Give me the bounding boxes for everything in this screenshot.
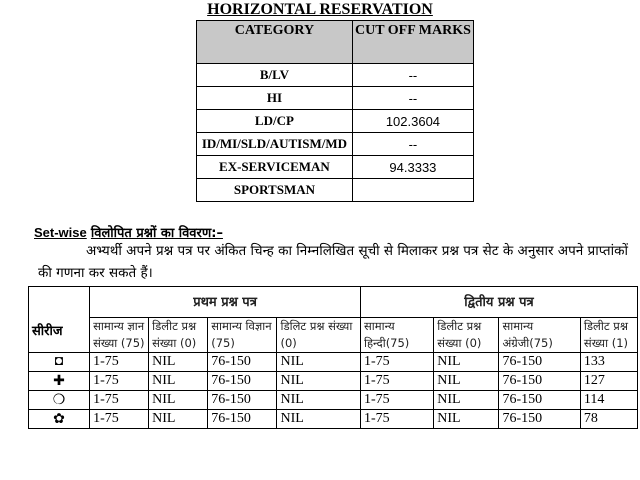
table-cell: NIL <box>149 391 208 410</box>
series-row <box>29 372 638 391</box>
reservation-row <box>197 133 474 156</box>
category-cell: HI <box>197 87 353 110</box>
subheader-cell: डिलीट प्रश्न संख्या (0) <box>149 318 208 353</box>
table-cell: 1-75 <box>360 410 433 429</box>
table-cell: 1-75 <box>90 410 149 429</box>
marks-cell: 102.3604 <box>352 110 473 133</box>
table-cell: 76-150 <box>499 410 580 429</box>
table-cell: NIL <box>434 353 499 372</box>
reservation-header-row <box>197 21 474 64</box>
subheader-cell: डिलीट प्रश्न संख्या (1) <box>580 318 637 353</box>
table-cell: NIL <box>277 410 361 429</box>
series-row <box>29 353 638 372</box>
category-cell: ID/MI/SLD/AUTISM/MD <box>197 133 353 156</box>
circle-symbol-icon: ❍ <box>29 391 90 410</box>
table-cell: NIL <box>434 372 499 391</box>
reservation-title: HORIZONTAL RESERVATION <box>207 1 433 18</box>
table-cell: 1-75 <box>360 353 433 372</box>
category-cell: EX-SERVICEMAN <box>197 156 353 179</box>
subheader-cell: सामान्य हिन्दी(75) <box>360 318 433 353</box>
table-cell: 1-75 <box>360 372 433 391</box>
series-row <box>29 391 638 410</box>
subheader-cell: सामान्य अंग्रेजी(75) <box>499 318 580 353</box>
subheader-cell: डिलिट प्रश्न संख्या (0) <box>277 318 361 353</box>
category-cell: SPORTSMAN <box>197 179 353 202</box>
setwise-heading <box>34 223 223 241</box>
table-cell: NIL <box>149 410 208 429</box>
table-cell: NIL <box>149 353 208 372</box>
table-cell: NIL <box>149 372 208 391</box>
table-cell: 78 <box>580 410 637 429</box>
marks-cell: -- <box>352 87 473 110</box>
subheader-row <box>29 318 638 353</box>
table-cell: 76-150 <box>499 372 580 391</box>
plus-symbol-icon: ✚ <box>29 372 90 391</box>
table-cell: 76-150 <box>208 353 277 372</box>
table-cell: NIL <box>434 410 499 429</box>
reservation-row <box>197 110 474 133</box>
instruction-paragraph: अभ्यर्थी अपने प्रश्न पत्र पर अंकित चिन्ह का निम्नलिखित सूची से मिलाकर प्रश्न पत्र सेट के अनुसार अपने प्राप्तांकों की गणना कर सकते हैं। <box>38 243 628 281</box>
table-cell: 1-75 <box>360 391 433 410</box>
marks-cell: -- <box>352 133 473 156</box>
reservation-row <box>197 156 474 179</box>
series-table <box>28 286 638 429</box>
subheader-cell: सामान्य ज्ञान संख्या (75) <box>90 318 149 353</box>
reservation-table <box>196 20 474 202</box>
table-cell: NIL <box>277 353 361 372</box>
marks-cell <box>352 179 473 202</box>
table-cell: 114 <box>580 391 637 410</box>
cutoff-header: CUT OFF MARKS <box>352 21 473 64</box>
table-cell: 76-150 <box>208 410 277 429</box>
marks-cell: 94.3333 <box>352 156 473 179</box>
table-cell: 76-150 <box>208 372 277 391</box>
series-header: सीरीज <box>29 287 90 353</box>
paper1-header: प्रथम प्रश्न पत्र <box>90 287 361 318</box>
table-cell: NIL <box>277 372 361 391</box>
series-row <box>29 410 638 429</box>
subheader-cell: सामान्य विज्ञान (75) <box>208 318 277 353</box>
category-header: CATEGORY <box>197 21 353 64</box>
setwise-label-en: Set-wise <box>34 225 87 240</box>
category-cell: LD/CP <box>197 110 353 133</box>
table-cell: 76-150 <box>499 353 580 372</box>
table-cell: 76-150 <box>208 391 277 410</box>
category-cell: B/LV <box>197 64 353 87</box>
paper2-header: द्वितीय प्रश्न पत्र <box>360 287 637 318</box>
paper-header-row <box>29 287 638 318</box>
table-cell: 1-75 <box>90 391 149 410</box>
reservation-row <box>197 87 474 110</box>
table-cell: NIL <box>277 391 361 410</box>
table-cell: 127 <box>580 372 637 391</box>
flower-symbol-icon: ✿ <box>29 410 90 429</box>
subheader-cell: डिलीट प्रश्न संख्या (0) <box>434 318 499 353</box>
table-cell: NIL <box>434 391 499 410</box>
table-cell: 133 <box>580 353 637 372</box>
table-cell: 1-75 <box>90 372 149 391</box>
setwise-label-hi: विलोपित प्रश्नों का विवरण:– <box>90 226 223 241</box>
table-cell: 1-75 <box>90 353 149 372</box>
reservation-row <box>197 64 474 87</box>
square-symbol-icon: ◘ <box>29 353 90 372</box>
marks-cell: -- <box>352 64 473 87</box>
table-cell: 76-150 <box>499 391 580 410</box>
reservation-row <box>197 179 474 202</box>
